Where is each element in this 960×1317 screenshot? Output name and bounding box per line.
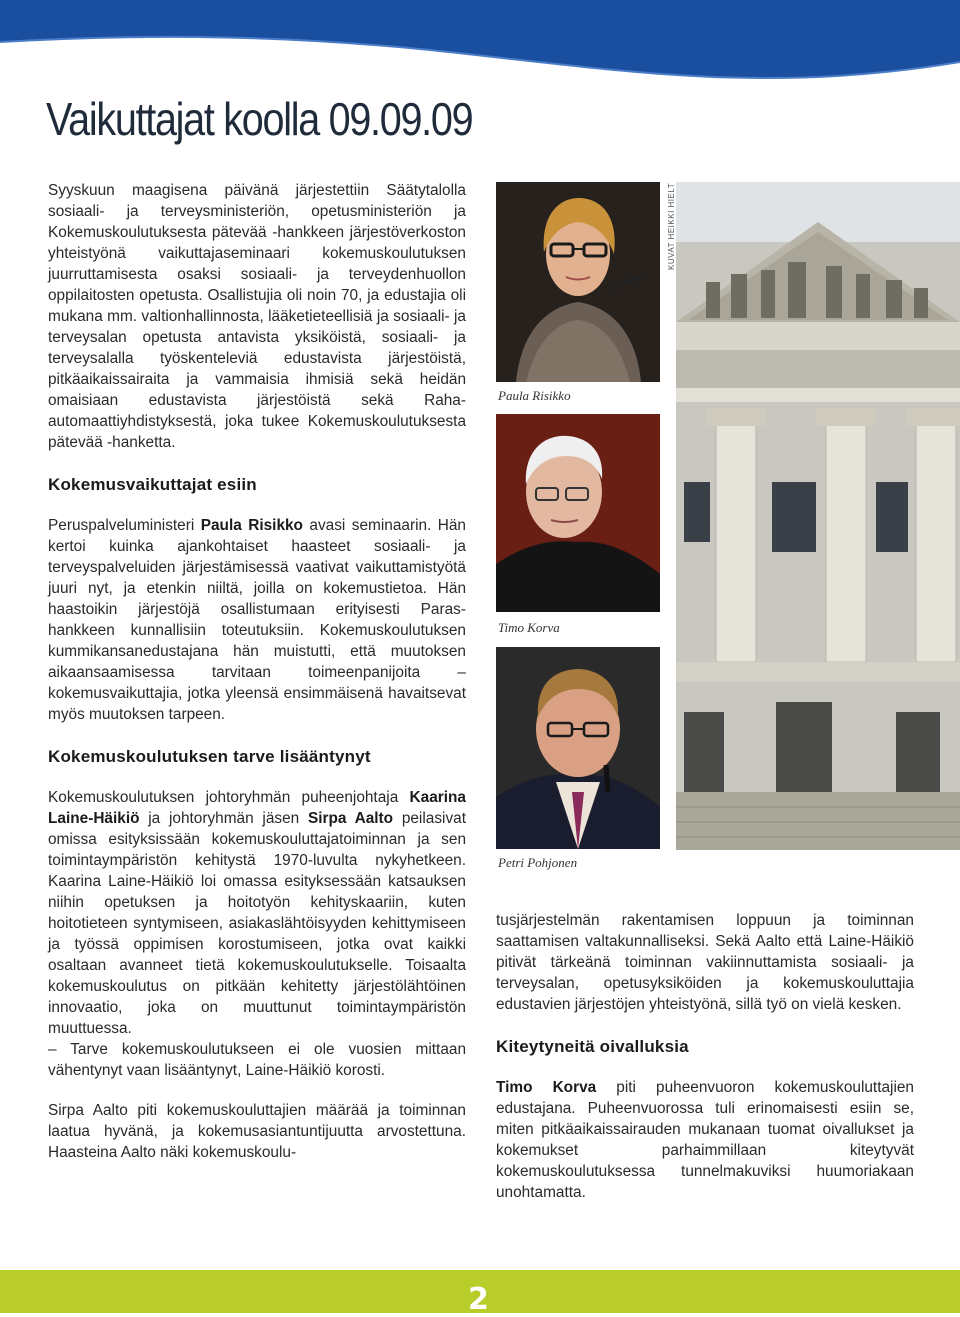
section-heading-kokemusvaikuttajat: Kokemusvaikuttajat esiin bbox=[48, 475, 257, 494]
right-paragraph-2: Timo Korva piti puheenvuoron kokemuskouluttajien edustajana. Puheenvuorossa tuli erinomaisesti esiin se, miten pitkäaikaissairauden mukanaan tuomat oivallukset ja kokemukset parhaimmillaan kiteytyvät kokemuskoulutuksessa tunnelmakuviksi huumoriakaan unohtamatta. bbox=[496, 1079, 914, 1201]
photo-building bbox=[676, 182, 960, 850]
photo-paula-risikko bbox=[496, 182, 660, 382]
right-paragraph-1: tusjärjestelmän rakentamisen loppuun ja toiminnan saattamisen valtakunnalliseksi. Sekä Aalto että Laine-Häikiö pitivät tärkeänä toiminnan vakiinnuttamista sosiaali- ja terveysalan, opetusyksiköiden ja kokemuskouluttajia edustavien järjestöjen yhteistyönä, sillä työ on vielä kesken. bbox=[496, 912, 914, 1013]
page-title: Vaikuttajat koolla 09.09.09 bbox=[46, 93, 473, 145]
section2-paragraph-3: Sirpa Aalto piti kokemuskouluttajien määrää ja toiminnan laatua hyvänä, ja kokemusasiantuntijuutta arvostettuna. Haasteina Aalto näki kokemuskoulu- bbox=[48, 1102, 466, 1161]
name-sirpa: Sirpa Aalto bbox=[307, 810, 394, 827]
left-column bbox=[48, 180, 466, 1163]
page-number: 2 bbox=[468, 1282, 489, 1317]
section-heading-kiteytyneita: Kiteytyneitä oivalluksia bbox=[496, 1037, 689, 1056]
intro-paragraph: Syyskuun maagisena päivänä järjestettiin Säätytalolla sosiaali- ja terveysministeriön, opetusministeriön ja Kokemuskoulutuksesta pätevää -hankkeen järjestöverkoston yhteistyönä vaikuttajaseminaari kokemuskoulutuksen juurruttamisesta osaksi sosiaali- ja terveydenhuollon oppilaitosten opetusta. Osallistujia oli noin 70, ja edustajia oli mukana mm. valtionhallinnosta, lääketieteellisiä ja sosiaali- ja terveysalan opetusta antavista yksiköistä, sosiaali- ja terveysalalla työskenteleviä edustavista järjestöistä, pitkäaikaissairaita ja vammaisia ihmisiä sekä heidän omaisiaan edustavista järjestöistä sekä Raha-automaattiyhdistyksestä, joka tukee Kokemuskoulutuksesta pätevää -hanketta. bbox=[48, 182, 466, 451]
header-band bbox=[0, 0, 960, 90]
photo-timo-korva bbox=[496, 414, 660, 612]
section2-paragraph-1: Kokemuskoulutuksen johtoryhmän puheenjohtaja Kaarina Laine-Häikiö ja johtoryhmän jäsen Sirpa Aalto peilasivat omissa esityksissään kokemuskouluttajatoiminnan ja sen toimintaympäristön kehitystä 1970-luvulta nykyhetkeen. Kaarina Laine-Häikiö loi omassa esityksessään katsauksen niihin opetuksen ja hoitotyön kehityskaariin, kuten hoitotieteen syntymiseen, asiakaslähtöisyyden kehittymiseen ja työssä oppimisen korostumiseen, jotka ovat kaikki osaltaan avanneet tietä kokemuskoulutukselle. Toisaalta kokemuskoulutus on pitkään kehitetty järjestölähtöinen innovaatio, joka on muuttunut toimintaympäristön muuttuessa. bbox=[48, 789, 466, 1037]
section1-paragraph: Peruspalveluministeri Paula Risikko avasi seminaarin. Hän kertoi kuinka ajankohtaiset haasteet sosiaali- ja terveyspalveluiden järjestämisessä vaativat vaikuttamistyötä juuri nyt, ja etenkin niiltä, joilla on kokemustietoa. Hän haastoikin järjestöjä osallistumaan erityisesti Paras-hankkeen kunnallisiin toteutuksiin. Kokemuskoulutuksen kummikansanedustajana hän muistutti, että muutoksen aikaansaamisessa tarvitaan toimeenpanijoita – kokemusvaikuttajia, jotka yleensä ensimmäisenä havaitsevat myös muutoksen tarpeen. bbox=[48, 517, 466, 723]
caption-paula-risikko: Paula Risikko bbox=[498, 388, 571, 403]
section2-paragraph-2: – Tarve kokemuskoulutukseen ei ole vuosien mittaan vähentynyt vaan lisääntynyt, Laine-Häikiö korosti. bbox=[48, 1041, 466, 1079]
section-heading-tarve: Kokemuskoulutuksen tarve lisääntynyt bbox=[48, 747, 371, 766]
right-column bbox=[496, 910, 914, 1203]
name-timo-korva: Timo Korva bbox=[496, 1079, 597, 1096]
photo-petri-pohjonen bbox=[496, 647, 660, 849]
name-kaarina: Kaarina Laine-Häikiö bbox=[48, 789, 466, 827]
caption-petri-pohjonen: Petri Pohjonen bbox=[498, 855, 578, 870]
caption-timo-korva: Timo Korva bbox=[498, 620, 560, 635]
photo-credit: KUVAT HEIKKI HIELT bbox=[667, 182, 676, 270]
name-paula-risikko: Paula Risikko bbox=[200, 517, 303, 534]
